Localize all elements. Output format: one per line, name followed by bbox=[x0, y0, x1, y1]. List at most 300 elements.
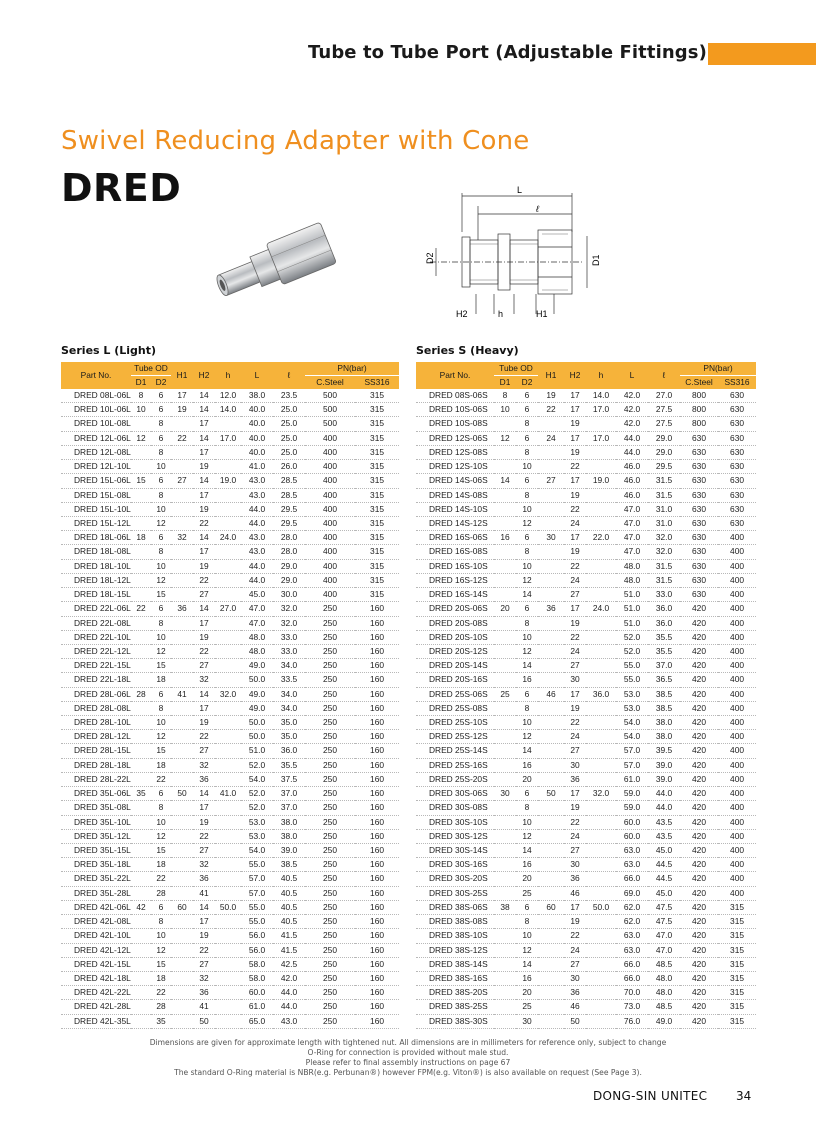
table-row bbox=[61, 744, 399, 758]
table-cell: 160 bbox=[355, 801, 399, 815]
table-cell bbox=[131, 957, 151, 971]
table-cell: 315 bbox=[718, 986, 756, 1000]
table-cell bbox=[215, 872, 241, 886]
table-cell: 400 bbox=[718, 716, 756, 730]
table-cell: 12 bbox=[494, 431, 516, 445]
table-cell: 48.5 bbox=[648, 957, 680, 971]
table-cell: 400 bbox=[718, 772, 756, 786]
table-cell: 315 bbox=[355, 460, 399, 474]
table-cell: DRED 35L-28L bbox=[61, 886, 131, 900]
table-cell: 250 bbox=[305, 701, 355, 715]
table-cell: DRED 38S-20S bbox=[416, 986, 494, 1000]
table-cell: 630 bbox=[680, 502, 718, 516]
table-cell: 315 bbox=[718, 1000, 756, 1014]
table-row bbox=[416, 986, 756, 1000]
table-cell bbox=[494, 573, 516, 587]
table-cell bbox=[131, 886, 151, 900]
table-cell: 6 bbox=[151, 531, 171, 545]
table-cell: 250 bbox=[305, 929, 355, 943]
table-cell bbox=[494, 929, 516, 943]
table-cell: 50 bbox=[564, 1014, 586, 1028]
table-cell: DRED 28L-12L bbox=[61, 730, 131, 744]
table-cell: DRED 20S-12S bbox=[416, 644, 494, 658]
table-cell: 22 bbox=[564, 815, 586, 829]
table-cell: 315 bbox=[718, 957, 756, 971]
table-cell bbox=[171, 644, 193, 658]
table-cell: 17.0 bbox=[586, 431, 616, 445]
table-cell bbox=[494, 516, 516, 530]
table-cell bbox=[494, 673, 516, 687]
table-cell: 315 bbox=[355, 588, 399, 602]
table-cell: 420 bbox=[680, 815, 718, 829]
table-cell bbox=[494, 659, 516, 673]
table-cell: 15 bbox=[151, 744, 171, 758]
table-cell: 6 bbox=[151, 687, 171, 701]
table-row bbox=[61, 488, 399, 502]
table-cell: 15 bbox=[131, 474, 151, 488]
table-cell: 8 bbox=[151, 445, 171, 459]
table-cell: 36.0 bbox=[586, 687, 616, 701]
table-row bbox=[416, 829, 756, 843]
table-cell: 27 bbox=[564, 659, 586, 673]
series-s-body bbox=[416, 389, 756, 1028]
table-cell bbox=[131, 588, 151, 602]
table-cell: 6 bbox=[151, 474, 171, 488]
table-cell: 24 bbox=[564, 943, 586, 957]
series-s-title: Series S (Heavy) bbox=[416, 344, 519, 357]
table-cell: 19 bbox=[193, 929, 215, 943]
table-cell bbox=[131, 516, 151, 530]
table-cell: 48.0 bbox=[241, 644, 273, 658]
table-cell: 32.0 bbox=[273, 602, 305, 616]
table-cell bbox=[494, 417, 516, 431]
table-cell: 15 bbox=[151, 844, 171, 858]
table-row bbox=[61, 545, 399, 559]
table-cell: 160 bbox=[355, 616, 399, 630]
table-cell: 20 bbox=[516, 986, 538, 1000]
table-cell: 420 bbox=[680, 616, 718, 630]
table-row bbox=[61, 900, 399, 914]
table-cell bbox=[586, 758, 616, 772]
table-cell bbox=[586, 588, 616, 602]
table-cell: DRED 18L-12L bbox=[61, 573, 131, 587]
table-row bbox=[61, 787, 399, 801]
table-cell bbox=[538, 801, 564, 815]
table-cell: 22 bbox=[151, 872, 171, 886]
table-cell bbox=[171, 943, 193, 957]
table-cell bbox=[494, 815, 516, 829]
table-cell: 41 bbox=[193, 886, 215, 900]
table-cell bbox=[538, 545, 564, 559]
table-cell: 27 bbox=[538, 474, 564, 488]
table-cell: DRED 42L-22L bbox=[61, 986, 131, 1000]
table-row bbox=[416, 460, 756, 474]
table-row bbox=[61, 915, 399, 929]
table-cell: DRED 42L-28L bbox=[61, 1000, 131, 1014]
table-row bbox=[416, 389, 756, 403]
table-cell: 10 bbox=[151, 460, 171, 474]
table-row bbox=[61, 858, 399, 872]
table-cell bbox=[171, 801, 193, 815]
table-cell: 250 bbox=[305, 687, 355, 701]
table-cell bbox=[171, 616, 193, 630]
table-cell bbox=[215, 417, 241, 431]
table-cell bbox=[494, 844, 516, 858]
table-cell: 8 bbox=[516, 616, 538, 630]
table-row bbox=[416, 474, 756, 488]
table-cell: 40.5 bbox=[273, 915, 305, 929]
table-row bbox=[416, 787, 756, 801]
table-cell: 400 bbox=[718, 588, 756, 602]
table-cell: 44.0 bbox=[241, 573, 273, 587]
table-row bbox=[61, 389, 399, 403]
table-cell bbox=[215, 844, 241, 858]
table-cell bbox=[586, 829, 616, 843]
table-cell bbox=[215, 488, 241, 502]
table-cell: 400 bbox=[718, 844, 756, 858]
table-cell: DRED 35L-22L bbox=[61, 872, 131, 886]
table-cell: 36 bbox=[564, 872, 586, 886]
table-cell: 420 bbox=[680, 872, 718, 886]
table-row bbox=[416, 844, 756, 858]
table-cell: 400 bbox=[718, 758, 756, 772]
table-cell: 22 bbox=[131, 602, 151, 616]
table-cell: 420 bbox=[680, 716, 718, 730]
table-row bbox=[416, 943, 756, 957]
table-cell: 12.0 bbox=[215, 389, 241, 403]
table-cell: 315 bbox=[355, 502, 399, 516]
table-cell: 14 bbox=[516, 588, 538, 602]
table-row bbox=[416, 616, 756, 630]
table-cell: DRED 28L-10L bbox=[61, 716, 131, 730]
table-cell bbox=[586, 460, 616, 474]
table-cell: 55.0 bbox=[241, 900, 273, 914]
table-cell: 630 bbox=[718, 403, 756, 417]
table-cell: 28.0 bbox=[273, 545, 305, 559]
table-cell: 44.0 bbox=[616, 445, 648, 459]
table-cell: 400 bbox=[305, 516, 355, 530]
table-cell: 400 bbox=[718, 531, 756, 545]
table-cell bbox=[586, 716, 616, 730]
table-cell: 160 bbox=[355, 943, 399, 957]
table-cell bbox=[131, 758, 151, 772]
table-cell: 16 bbox=[516, 971, 538, 985]
table-cell: 36 bbox=[193, 772, 215, 786]
col-L: L bbox=[616, 362, 648, 389]
table-cell: 43.0 bbox=[241, 474, 273, 488]
table-cell: 8 bbox=[516, 488, 538, 502]
table-cell: 420 bbox=[680, 801, 718, 815]
table-cell bbox=[494, 460, 516, 474]
table-cell: 24 bbox=[564, 730, 586, 744]
table-cell bbox=[586, 417, 616, 431]
table-cell: DRED 10L-08L bbox=[61, 417, 131, 431]
table-row bbox=[416, 886, 756, 900]
table-row bbox=[416, 744, 756, 758]
table-cell: 34.0 bbox=[273, 687, 305, 701]
table-cell: 8 bbox=[131, 389, 151, 403]
table-cell: 12 bbox=[151, 644, 171, 658]
table-cell: DRED 18L-10L bbox=[61, 559, 131, 573]
table-cell: DRED 22L-18L bbox=[61, 673, 131, 687]
table-cell: 160 bbox=[355, 644, 399, 658]
table-cell: 57.0 bbox=[241, 872, 273, 886]
table-cell: 420 bbox=[680, 915, 718, 929]
table-cell: DRED 15L-06L bbox=[61, 474, 131, 488]
table-cell: 44.0 bbox=[241, 516, 273, 530]
table-row bbox=[61, 986, 399, 1000]
table-cell: 19 bbox=[193, 815, 215, 829]
table-cell bbox=[538, 417, 564, 431]
table-row bbox=[416, 900, 756, 914]
table-cell: 14 bbox=[193, 900, 215, 914]
table-cell: 16 bbox=[516, 673, 538, 687]
table-cell bbox=[171, 929, 193, 943]
label-l: ℓ bbox=[536, 204, 539, 214]
table-cell bbox=[586, 630, 616, 644]
table-cell: 22 bbox=[193, 573, 215, 587]
table-cell: DRED 30S-14S bbox=[416, 844, 494, 858]
table-cell bbox=[538, 758, 564, 772]
table-cell bbox=[131, 801, 151, 815]
table-row bbox=[416, 915, 756, 929]
table-cell: 44.0 bbox=[648, 787, 680, 801]
table-cell: 10 bbox=[151, 716, 171, 730]
table-row bbox=[416, 516, 756, 530]
table-cell: 42.5 bbox=[273, 957, 305, 971]
table-cell: 44.0 bbox=[241, 559, 273, 573]
table-cell: 400 bbox=[718, 886, 756, 900]
table-cell: 6 bbox=[516, 787, 538, 801]
table-cell: DRED 15L-10L bbox=[61, 502, 131, 516]
table-cell: 50.0 bbox=[241, 673, 273, 687]
table-cell: DRED 38S-16S bbox=[416, 971, 494, 985]
table-cell: 25.0 bbox=[273, 445, 305, 459]
table-cell: 73.0 bbox=[616, 1000, 648, 1014]
table-cell bbox=[586, 971, 616, 985]
table-cell: 250 bbox=[305, 644, 355, 658]
table-cell: 53.0 bbox=[241, 815, 273, 829]
col-pn: PN(bar) bbox=[680, 362, 756, 376]
table-cell bbox=[171, 744, 193, 758]
table-cell bbox=[494, 772, 516, 786]
table-cell: 30 bbox=[564, 673, 586, 687]
table-cell bbox=[538, 929, 564, 943]
table-cell: 17.0 bbox=[215, 431, 241, 445]
table-cell: 12 bbox=[516, 644, 538, 658]
table-cell: 14 bbox=[516, 744, 538, 758]
table-cell: 160 bbox=[355, 900, 399, 914]
table-cell: 42.0 bbox=[616, 403, 648, 417]
table-cell bbox=[131, 445, 151, 459]
table-cell: 41.5 bbox=[273, 943, 305, 957]
table-cell: DRED 18L-15L bbox=[61, 588, 131, 602]
table-cell: 38.0 bbox=[273, 815, 305, 829]
table-cell: 32 bbox=[193, 758, 215, 772]
table-cell: 160 bbox=[355, 986, 399, 1000]
table-row bbox=[416, 758, 756, 772]
table-cell: 29.5 bbox=[273, 516, 305, 530]
table-cell: 250 bbox=[305, 986, 355, 1000]
table-cell: 22 bbox=[564, 559, 586, 573]
product-photo bbox=[208, 218, 343, 303]
table-cell: 36.0 bbox=[648, 602, 680, 616]
table-cell: 10 bbox=[494, 403, 516, 417]
table-cell: DRED 42L-06L bbox=[61, 900, 131, 914]
table-cell: 18 bbox=[151, 858, 171, 872]
table-cell bbox=[494, 915, 516, 929]
table-cell: 420 bbox=[680, 886, 718, 900]
table-cell: 37.0 bbox=[648, 659, 680, 673]
table-cell: 62.0 bbox=[616, 915, 648, 929]
table-cell: 27 bbox=[564, 588, 586, 602]
table-cell: 14 bbox=[516, 659, 538, 673]
table-cell: 12 bbox=[151, 573, 171, 587]
table-cell: 52.0 bbox=[616, 644, 648, 658]
table-cell: 400 bbox=[718, 630, 756, 644]
table-cell bbox=[586, 573, 616, 587]
table-cell bbox=[215, 445, 241, 459]
table-cell: DRED 42L-35L bbox=[61, 1014, 131, 1028]
table-cell: DRED 16S-10S bbox=[416, 559, 494, 573]
table-cell bbox=[494, 559, 516, 573]
table-cell: 420 bbox=[680, 701, 718, 715]
table-cell bbox=[586, 744, 616, 758]
table-cell: 27 bbox=[171, 474, 193, 488]
col-h2: H2 bbox=[193, 362, 215, 389]
col-part-no: Part No. bbox=[416, 362, 494, 389]
table-cell: 47.0 bbox=[241, 616, 273, 630]
table-cell: 28.0 bbox=[273, 531, 305, 545]
table-cell: 8 bbox=[516, 701, 538, 715]
table-cell: 40.5 bbox=[273, 872, 305, 886]
table-cell bbox=[215, 858, 241, 872]
footnote-line: Dimensions are given for approximate length with tightened nut. All dimensions are in millimeters for reference only, subject to change bbox=[149, 1038, 667, 1047]
table-cell: 14 bbox=[193, 531, 215, 545]
table-cell: 48.0 bbox=[648, 971, 680, 985]
table-cell: 8 bbox=[151, 488, 171, 502]
table-cell: 12 bbox=[516, 573, 538, 587]
table-cell: 160 bbox=[355, 886, 399, 900]
header-accent-bar bbox=[708, 43, 816, 65]
table-cell bbox=[215, 986, 241, 1000]
table-cell bbox=[494, 701, 516, 715]
table-cell: 420 bbox=[680, 758, 718, 772]
table-row bbox=[416, 858, 756, 872]
table-cell: 400 bbox=[718, 730, 756, 744]
table-cell: 160 bbox=[355, 716, 399, 730]
table-cell: 6 bbox=[516, 900, 538, 914]
table-cell bbox=[538, 858, 564, 872]
table-row bbox=[61, 531, 399, 545]
table-cell: 420 bbox=[680, 687, 718, 701]
table-cell: 160 bbox=[355, 730, 399, 744]
table-cell: 41 bbox=[193, 1000, 215, 1014]
table-cell: 8 bbox=[151, 545, 171, 559]
table-cell: 47.5 bbox=[648, 900, 680, 914]
table-cell: 630 bbox=[680, 431, 718, 445]
table-row bbox=[416, 531, 756, 545]
table-cell bbox=[215, 545, 241, 559]
table-cell: 19 bbox=[193, 460, 215, 474]
table-cell: 250 bbox=[305, 659, 355, 673]
table-cell: 49.0 bbox=[241, 701, 273, 715]
table-cell bbox=[215, 744, 241, 758]
table-cell: 630 bbox=[718, 389, 756, 403]
table-cell: 38.5 bbox=[648, 701, 680, 715]
table-cell: 12 bbox=[151, 516, 171, 530]
table-cell bbox=[215, 886, 241, 900]
table-cell: 27 bbox=[564, 744, 586, 758]
table-row bbox=[416, 602, 756, 616]
table-cell: 27 bbox=[193, 744, 215, 758]
table-cell: 32.0 bbox=[648, 531, 680, 545]
table-cell: 14 bbox=[193, 602, 215, 616]
table-cell: 42.0 bbox=[273, 971, 305, 985]
table-row bbox=[416, 644, 756, 658]
table-cell: 58.0 bbox=[241, 971, 273, 985]
table-row bbox=[416, 659, 756, 673]
table-cell: 6 bbox=[516, 687, 538, 701]
table-cell: 160 bbox=[355, 630, 399, 644]
table-cell: DRED 35L-18L bbox=[61, 858, 131, 872]
table-cell bbox=[586, 844, 616, 858]
table-cell: DRED 38S-06S bbox=[416, 900, 494, 914]
table-row bbox=[61, 644, 399, 658]
table-cell bbox=[131, 573, 151, 587]
table-row bbox=[416, 815, 756, 829]
table-cell: DRED 25S-08S bbox=[416, 701, 494, 715]
table-cell: DRED 28L-15L bbox=[61, 744, 131, 758]
table-cell bbox=[538, 659, 564, 673]
table-cell bbox=[131, 1000, 151, 1014]
table-cell: 160 bbox=[355, 673, 399, 687]
table-cell bbox=[215, 659, 241, 673]
table-cell: 17 bbox=[564, 389, 586, 403]
table-cell bbox=[586, 502, 616, 516]
table-cell: 12 bbox=[131, 431, 151, 445]
table-cell: 38 bbox=[494, 900, 516, 914]
table-cell: DRED 42L-10L bbox=[61, 929, 131, 943]
table-cell: 54.0 bbox=[616, 716, 648, 730]
table-cell: 17 bbox=[193, 915, 215, 929]
table-cell: 60.0 bbox=[241, 986, 273, 1000]
table-cell: 160 bbox=[355, 829, 399, 843]
table-cell: 400 bbox=[305, 431, 355, 445]
table-cell: 315 bbox=[718, 971, 756, 985]
col-pn: PN(bar) bbox=[305, 362, 399, 376]
table-cell: 59.0 bbox=[616, 801, 648, 815]
table-cell: 160 bbox=[355, 858, 399, 872]
product-subtitle: Swivel Reducing Adapter with Cone bbox=[61, 126, 530, 156]
table-cell: 47.0 bbox=[616, 516, 648, 530]
table-cell: 22.0 bbox=[586, 531, 616, 545]
table-cell: 630 bbox=[680, 545, 718, 559]
table-cell: 250 bbox=[305, 915, 355, 929]
table-row bbox=[61, 801, 399, 815]
table-cell: DRED 25S-20S bbox=[416, 772, 494, 786]
table-cell: 420 bbox=[680, 971, 718, 985]
table-cell: 6 bbox=[516, 531, 538, 545]
table-cell: 420 bbox=[680, 943, 718, 957]
table-row bbox=[61, 502, 399, 516]
table-cell: 44.0 bbox=[273, 1000, 305, 1014]
table-cell: 47.0 bbox=[648, 929, 680, 943]
table-cell: 250 bbox=[305, 630, 355, 644]
table-cell: DRED 25S-10S bbox=[416, 716, 494, 730]
table-cell: 8 bbox=[151, 701, 171, 715]
table-cell: 400 bbox=[718, 602, 756, 616]
